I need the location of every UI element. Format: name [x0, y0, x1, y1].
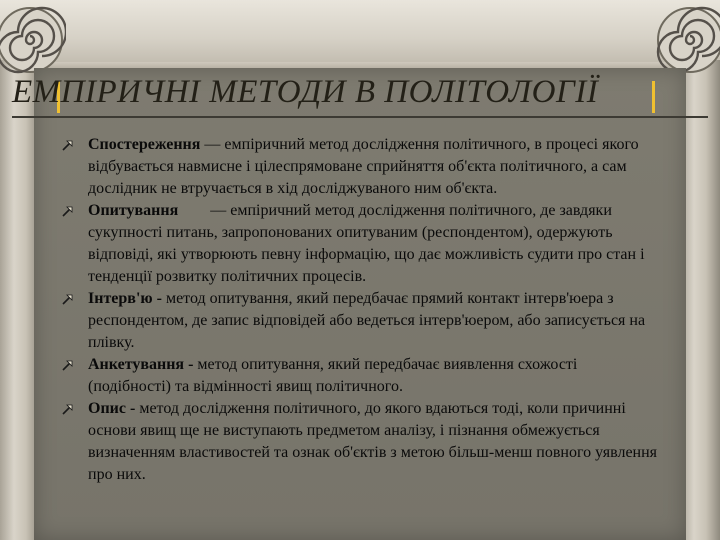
arrow-bullet-icon	[62, 293, 74, 305]
list-item	[58, 398, 663, 486]
list-item	[58, 134, 663, 200]
arrow-bullet-icon	[62, 403, 74, 415]
title-underline	[12, 116, 708, 118]
item-term: Опис -	[88, 400, 136, 417]
item-text: — емпіричний метод дослідження політичного, де завдяки сукупності питань, запропонованих опитуваним (респондентом), одержують відповіді, які утворюють певну інформацію, що дає можливість судити про стан і тенденції розвитку політичних процесів.	[88, 202, 649, 285]
arrow-bullet-icon	[62, 139, 74, 151]
list-item	[58, 200, 663, 288]
item-term: Опитування	[88, 202, 179, 219]
ionic-volute-icon	[654, 4, 720, 76]
arrow-bullet-icon	[62, 359, 74, 371]
page-title: ЕМПІРИЧНІ МЕТОДИ В ПОЛІТОЛОГІЇ	[12, 74, 599, 110]
list-item	[58, 288, 663, 354]
lintel	[0, 0, 720, 70]
item-text: метод опитування, який передбачає виявлення схожості (подібності) та відмінності явищ політичного.	[88, 356, 578, 395]
item-term: Спостереження	[88, 136, 201, 153]
item-text: — емпіричний метод дослідження політичного, в процесі якого відбувається навмисне і цілеспрямоване сприйняття об'єкта політичного, а сам дослідник не втручається в хід досліджуваного ним об'єкта.	[88, 136, 639, 197]
ionic-volute-icon	[0, 4, 66, 76]
list-item	[58, 354, 663, 398]
item-text: метод опитування, який передбачає прямий контакт інтерв'юера з респондентом, де запис відповідей або ведеться інтерв'юером, або записується на плівку.	[88, 290, 646, 351]
item-text: метод дослідження політичного, до якого вдаються тоді, коли причинні основи явищ ще не виступають предметом аналізу, і пізнання обмежується визначенням властивостей та ознак об'єктів з метою більш-менш повного уявлення про них.	[88, 400, 658, 483]
method-list	[58, 134, 663, 486]
item-term: Анкетування -	[88, 356, 194, 373]
arrow-bullet-icon	[62, 205, 74, 217]
item-term: Інтерв'ю -	[88, 290, 162, 307]
right-pillar	[680, 60, 720, 540]
